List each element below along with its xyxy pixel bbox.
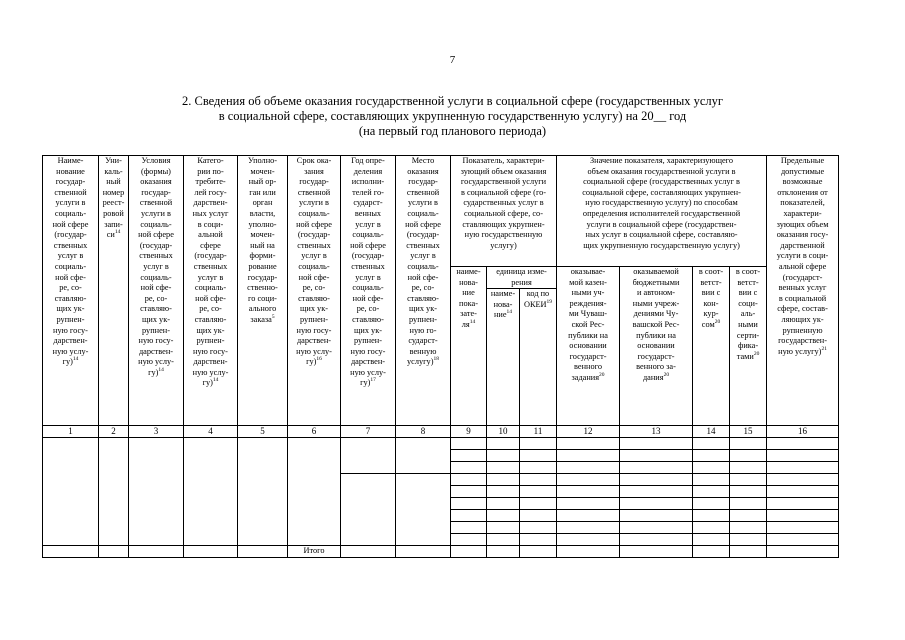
table-cell[interactable] xyxy=(620,534,693,546)
table-cell[interactable] xyxy=(767,546,839,558)
col-number: 3 xyxy=(129,426,184,438)
header-state-institutions: оказывае- мой казен- ными уч- реждения- ми Чуваш- ской Рес- публики на основании государст- венного задания$^{20}$ xyxy=(557,267,620,426)
table-cell[interactable] xyxy=(451,438,487,450)
page-number: 7 xyxy=(449,54,456,66)
table-cell[interactable] xyxy=(620,486,693,498)
table-cell[interactable] xyxy=(238,546,288,558)
header-measure-unit: единица изме- рения xyxy=(487,267,557,289)
table-cell[interactable] xyxy=(520,498,557,510)
table-cell[interactable] xyxy=(99,438,129,546)
table-cell[interactable] xyxy=(693,462,730,474)
table-cell[interactable] xyxy=(99,546,129,558)
title-line-1: 2. Сведения об объеме оказания государственной услуги в социальной сфере (государственных услуг xyxy=(181,94,724,108)
table-cell[interactable] xyxy=(487,534,520,546)
title-line-3: (на первый год планового периода) xyxy=(358,124,547,138)
table-cell[interactable] xyxy=(341,438,396,474)
table-cell[interactable] xyxy=(396,438,451,474)
header-okei-code: код по ОКЕИ$^{19}$ xyxy=(520,289,557,426)
table-cell[interactable] xyxy=(184,438,238,546)
header-indicator-name: наиме- нова- ние пока- зате- $ля^{14}$ xyxy=(451,267,487,426)
table-cell[interactable] xyxy=(620,546,693,558)
table-cell[interactable] xyxy=(451,474,487,486)
table-cell[interactable] xyxy=(451,546,487,558)
col-number: 13 xyxy=(620,426,693,438)
header-service-place: Место оказания государ- ственной услуги в социаль- ной сфере (государ- ственных услуг в социаль- ной сфе- ре, со- ставляю- щих ук- рупнен- ную го- сударст- венную услугу)$^{18}$ xyxy=(396,156,451,426)
table-cell[interactable] xyxy=(730,498,767,510)
service-volume-table xyxy=(42,155,839,558)
table-cell[interactable] xyxy=(451,522,487,534)
col-number: 5 xyxy=(238,426,288,438)
table-cell[interactable] xyxy=(487,510,520,522)
title-line-2: в социальной сфере, составляющих укрупненную государственную услугу) на 20__ год xyxy=(218,109,687,123)
header-indicator-value-group: Значение показателя, характеризующего объем оказания государственной услуги в социальной сфере (государственных услуг в социальной сфере, составляющих укрупнен- ную государственную услугу) по способам определения исполнителей государственной услуги в социальной сфере (государствен- ных услуг в социальной сфере, составляю- щих укрупненную государственную услугу) xyxy=(557,156,767,267)
table-cell[interactable] xyxy=(693,450,730,462)
col-number: 12 xyxy=(557,426,620,438)
table-cell[interactable] xyxy=(620,498,693,510)
table-cell[interactable] xyxy=(557,546,620,558)
table-cell[interactable] xyxy=(487,462,520,474)
table-cell[interactable] xyxy=(557,474,620,486)
table-cell[interactable] xyxy=(620,450,693,462)
table-cell[interactable] xyxy=(451,450,487,462)
table-cell[interactable] xyxy=(451,498,487,510)
header-determination-year: Год опре- деления исполни- телей го- сударст- венных услуг в социаль- ной сфере (государ- ственных услуг в социаль- ной сфе- ре, со- ставляю- щих ук- рупнен- ную госу- дарствен- ную услу- гу)$^{17}$ xyxy=(341,156,396,426)
table-cell[interactable] xyxy=(451,510,487,522)
table-cell[interactable] xyxy=(730,522,767,534)
table-cell[interactable] xyxy=(767,438,839,450)
header-unit-name: наиме- нова- ние$^{14}$ xyxy=(487,289,520,426)
table-cell[interactable] xyxy=(487,522,520,534)
col-number: 15 xyxy=(730,426,767,438)
table-cell[interactable] xyxy=(620,474,693,486)
table-cell[interactable] xyxy=(767,534,839,546)
table-cell[interactable] xyxy=(693,438,730,450)
table-cell[interactable] xyxy=(487,486,520,498)
table-cell[interactable] xyxy=(487,546,520,558)
table-cell[interactable] xyxy=(520,486,557,498)
table-cell[interactable] xyxy=(520,510,557,522)
total-row xyxy=(43,546,839,558)
table-cell[interactable] xyxy=(693,534,730,546)
table-cell[interactable] xyxy=(730,546,767,558)
col-number: 1 xyxy=(43,426,99,438)
table-cell[interactable] xyxy=(767,510,839,522)
col-number: 8 xyxy=(396,426,451,438)
table-cell[interactable] xyxy=(341,546,396,558)
col-number: 9 xyxy=(451,426,487,438)
header-authorized-body: Уполно- мочен- ный ор- ган или орган власти, уполно- мочен- ный на форми- рование государ- ственно- го соци- ального заказа$^5$ xyxy=(238,156,288,426)
col-number: 2 xyxy=(99,426,129,438)
table-cell[interactable] xyxy=(767,474,839,486)
table-cell[interactable] xyxy=(43,438,99,546)
table-cell[interactable] xyxy=(520,462,557,474)
table-cell[interactable] xyxy=(43,546,99,558)
table-cell[interactable] xyxy=(184,546,238,558)
table-cell[interactable] xyxy=(730,486,767,498)
table-cell[interactable] xyxy=(620,522,693,534)
col-number: 14 xyxy=(693,426,730,438)
table-cell[interactable] xyxy=(693,522,730,534)
table-cell[interactable] xyxy=(730,534,767,546)
col-number: 4 xyxy=(184,426,238,438)
table-cell[interactable] xyxy=(520,438,557,450)
table-cell[interactable] xyxy=(693,510,730,522)
table-cell[interactable] xyxy=(557,438,620,450)
table-cell[interactable] xyxy=(730,462,767,474)
table-cell[interactable] xyxy=(767,462,839,474)
table-cell[interactable] xyxy=(767,522,839,534)
table-cell[interactable] xyxy=(238,438,288,546)
table-cell[interactable] xyxy=(557,534,620,546)
table-cell[interactable] xyxy=(730,450,767,462)
header-indicator-group: Показатель, характери- зующий объем оказания государственной услуги в социальной сфере (го- сударственных услуг в социальной сфере, со- ставляющих укрупнен- ную государственную услугу) xyxy=(451,156,557,267)
table-cell[interactable] xyxy=(451,534,487,546)
table-cell[interactable] xyxy=(396,546,451,558)
total-label: Итого xyxy=(288,546,341,558)
table-cell[interactable] xyxy=(557,498,620,510)
table-cell[interactable] xyxy=(520,450,557,462)
header-allowed-deviations: Предельные допустимые возможные отклонения от показателей, характери- зующих объем оказания госу- дарственной услуги в соци- альной сфере (государст- венных услуг в социальной сфере, состав- ляющих ук- рупненную государствен- ную услугу)$^{21}$ xyxy=(767,156,839,426)
col-number: 6 xyxy=(288,426,341,438)
header-registry-number: Уни- каль- ный номер реест- ровой запи- $си^{14}$ xyxy=(99,156,129,426)
section-title xyxy=(0,94,905,139)
table-cell[interactable] xyxy=(520,546,557,558)
table-cell[interactable] xyxy=(487,498,520,510)
table-cell[interactable] xyxy=(557,510,620,522)
table-cell[interactable] xyxy=(487,474,520,486)
table-cell[interactable] xyxy=(557,522,620,534)
table-cell[interactable] xyxy=(396,474,451,546)
table-cell[interactable] xyxy=(520,474,557,486)
table-cell[interactable] xyxy=(730,474,767,486)
table-cell[interactable] xyxy=(520,522,557,534)
table-cell[interactable] xyxy=(487,438,520,450)
table-cell[interactable] xyxy=(557,450,620,462)
table-cell[interactable] xyxy=(693,546,730,558)
table-cell[interactable] xyxy=(557,486,620,498)
table-cell[interactable] xyxy=(693,474,730,486)
table-cell[interactable] xyxy=(520,534,557,546)
col-number: 16 xyxy=(767,426,839,438)
header-consumer-categories: Катего- рии по- требите- лей госу- дарствен- ных услуг в соци- альной сфере (государ- ственных услуг в социаль- ной сфе- ре, со- ставляю- щих ук- рупнен- ную госу- дарствен- ную услу- гу)$^{14}$ xyxy=(184,156,238,426)
table-cell[interactable] xyxy=(767,498,839,510)
col-number: 11 xyxy=(520,426,557,438)
table-cell[interactable] xyxy=(451,462,487,474)
col-number: 10 xyxy=(487,426,520,438)
table-cell[interactable] xyxy=(129,546,184,558)
table-cell[interactable] xyxy=(730,510,767,522)
table-cell[interactable] xyxy=(288,438,341,546)
table-cell[interactable] xyxy=(693,486,730,498)
table-cell[interactable] xyxy=(767,450,839,462)
header-conditions: Условия (формы) оказания государ- ственной услуги в социаль- ной сфере (государ- ственных услуг в социаль- ной сфе- ре, со- ставляю- щих ук- рупнен- ную госу- дарствен- ную услу- гу)$^{14}$ xyxy=(129,156,184,426)
table-cell[interactable] xyxy=(730,438,767,450)
col-number: 7 xyxy=(341,426,396,438)
header-social-certificates: в соот- ветст- вии с соци- аль- ными серти- фика- тами$^{20}$ xyxy=(730,267,767,426)
table-cell[interactable] xyxy=(620,438,693,450)
table-cell[interactable] xyxy=(620,510,693,522)
table-cell[interactable] xyxy=(767,486,839,498)
table-cell[interactable] xyxy=(693,498,730,510)
header-service-name: Наиме- нование государ- ственной услуги в социаль- ной сфере (государ- ственных услуг в социаль- ной сфе- ре, со- ставляю- щих ук- рупнен- ную госу- дарствен- ную услу- гу)$^{14}$ xyxy=(43,156,99,426)
table-cell[interactable] xyxy=(557,462,620,474)
table-cell[interactable] xyxy=(620,462,693,474)
table-cell[interactable] xyxy=(341,474,396,546)
table-cell[interactable] xyxy=(129,438,184,546)
header-budget-institutions: оказываемой бюджетными и автоном- ными учреж- дениями Чу- вашской Рес- публики на основании государст- венного за- дания$^{20}$ xyxy=(620,267,693,426)
column-numbers-row xyxy=(43,426,839,438)
table-cell[interactable] xyxy=(451,486,487,498)
header-service-term: Срок ока- зания государ- ственной услуги в социаль- ной сфере (государ- ственных услуг в социаль- ной сфе- ре, со- ставляю- щих ук- рупнен- ную госу- дарствен- ную услу- гу)$^{16}$ xyxy=(288,156,341,426)
header-competition: в соот- ветст- вии с кон- кур- сом$^{20}$ xyxy=(693,267,730,426)
table-cell[interactable] xyxy=(487,450,520,462)
